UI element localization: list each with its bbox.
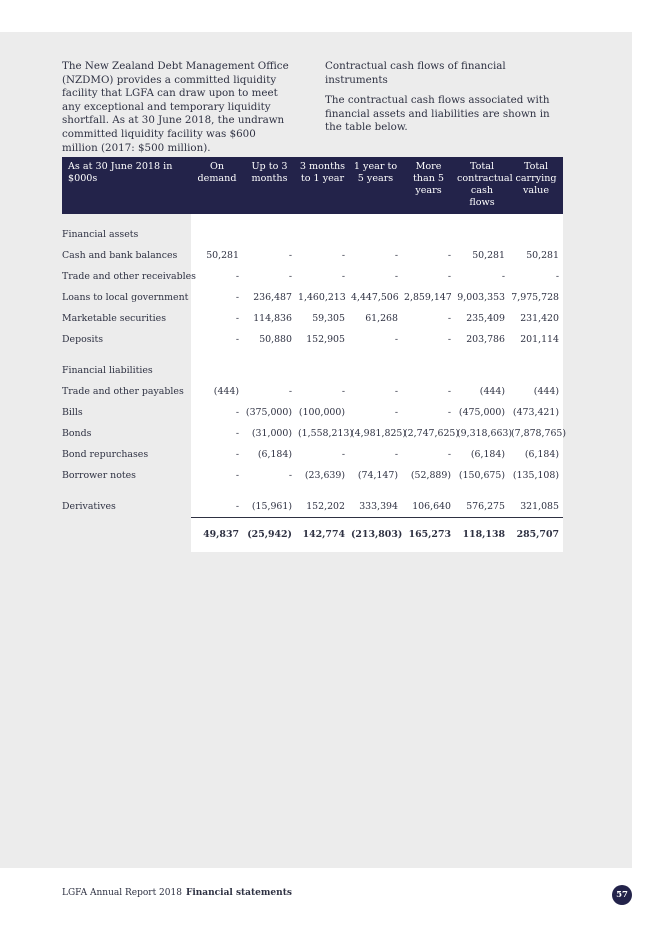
header-more-than-5-years: More than 5 years (402, 157, 455, 214)
cell: (2,747,625) (404, 428, 460, 439)
cell: - (447, 449, 451, 460)
cell: - (341, 271, 345, 282)
cell: 1,460,213 (298, 292, 346, 303)
page-footer (62, 888, 292, 898)
table-row (62, 329, 563, 350)
header-up-to-3-months: Up to 3 months (243, 157, 296, 214)
cell: 59,305 (312, 313, 345, 324)
cell: 106,640 (412, 501, 451, 512)
cell: (100,000) (298, 407, 345, 418)
cell: - (235, 470, 239, 481)
cell: (9,318,663) (457, 428, 513, 439)
total-cell: (213,803) (349, 518, 402, 548)
cell: (475,000) (458, 407, 505, 418)
cell: (74,147) (357, 470, 398, 481)
cell: 231,420 (520, 313, 559, 324)
cell: - (288, 271, 292, 282)
cell: (52,889) (410, 470, 451, 481)
cell: (15,961) (251, 501, 292, 512)
row-label: Derivatives (62, 501, 116, 513)
row-label: Trade and other receivables (62, 271, 196, 282)
cell: - (341, 386, 345, 397)
total-cell: 118,138 (455, 518, 509, 548)
cell: (444) (213, 386, 239, 397)
cell: - (447, 334, 451, 345)
cell: - (235, 428, 239, 439)
cell: - (235, 313, 239, 324)
cell: - (447, 386, 451, 397)
cell: 50,281 (526, 250, 559, 261)
cell: 236,487 (253, 292, 292, 303)
intro-paragraph-block (62, 60, 294, 155)
cell: - (394, 334, 398, 345)
cell: - (555, 271, 559, 282)
cell: - (394, 449, 398, 460)
table-row (62, 308, 563, 329)
totals-row (62, 518, 563, 548)
table-row (62, 465, 563, 486)
cell: (473,421) (512, 407, 559, 418)
cell: 4,447,506 (351, 292, 399, 303)
header-total-contractual-cash-flows: Total contractual cash flows (455, 157, 509, 214)
cell: (135,108) (512, 470, 559, 481)
header-total-carrying-value: Total carrying value (509, 157, 563, 214)
table-header-row (62, 157, 563, 214)
cell: (444) (533, 386, 559, 397)
row-label: Loans to local government (62, 292, 189, 303)
footer-report-title: LGFA Annual Report 2018 (62, 888, 182, 898)
cell: - (235, 334, 239, 345)
total-cell: 142,774 (296, 518, 349, 548)
cell: 152,905 (306, 334, 345, 345)
cell: - (447, 250, 451, 261)
cell: (6,184) (524, 449, 559, 460)
row-label: Deposits (62, 334, 104, 345)
table-row (62, 444, 563, 465)
section-heading-row (62, 350, 563, 381)
cell: - (394, 271, 398, 282)
cell: (31,000) (251, 428, 292, 439)
page-top-margin (0, 0, 632, 32)
table-row (62, 287, 563, 308)
contractual-cash-flows-block (325, 60, 565, 135)
cell: - (235, 292, 239, 303)
table-row (62, 423, 563, 444)
row-label: Marketable securities (62, 313, 167, 324)
cell: (6,184) (470, 449, 505, 460)
cell: 9,003,353 (457, 292, 505, 303)
cell: (1,558,213) (298, 428, 354, 439)
cell: - (235, 407, 239, 418)
cell: 61,268 (365, 313, 398, 324)
cell: (7,878,765) (511, 428, 567, 439)
row-label: Trade and other payables (62, 386, 184, 397)
cell: - (235, 449, 239, 460)
cell: (375,000) (245, 407, 292, 418)
cell: 235,409 (466, 313, 505, 324)
header-1-year-to-5-years: 1 year to 5 years (349, 157, 402, 214)
page-right-margin (632, 0, 656, 929)
total-cell: 165,273 (402, 518, 455, 548)
section-heading-row (62, 214, 563, 245)
page-number-badge: 57 (612, 885, 632, 905)
total-cell: 285,707 (509, 518, 563, 548)
financial-assets-heading: Financial assets (62, 229, 139, 240)
cell: 321,085 (520, 501, 559, 512)
total-cell: 49,837 (191, 518, 243, 548)
cell: (6,184) (257, 449, 292, 460)
row-label: Bills (62, 407, 83, 418)
cell: (444) (479, 386, 505, 397)
table-row (62, 402, 563, 423)
cell: - (501, 271, 505, 282)
cell: - (235, 271, 239, 282)
row-label: Bonds (62, 428, 92, 439)
cell: - (288, 386, 292, 397)
contractual-cash-flows-table (62, 157, 567, 547)
cell: 2,859,147 (404, 292, 452, 303)
cell: - (288, 250, 292, 261)
row-label: Cash and bank balances (62, 250, 178, 261)
footer-section-title: Financial statements (185, 888, 292, 898)
header-3-months-to-1-year: 3 months to 1 year (296, 157, 349, 214)
liquidity-facility-paragraph: The New Zealand Debt Management Office (NZDMO) provides a committed liquidity facility that LGFA can draw upon to meet any exceptional and temporary liquidity shortfall. As at 30 June 2018, the undrawn committed liquidity facility was $600 million (2017: $500 million). (62, 60, 289, 154)
header-period-label: As at 30 June 2018 in $000s (62, 157, 191, 214)
row-label: Borrower notes (62, 470, 136, 481)
cell: 50,281 (206, 250, 239, 261)
cell: 201,114 (520, 334, 559, 345)
derivatives-row (62, 486, 563, 518)
table-row (62, 381, 563, 402)
cell: - (447, 271, 451, 282)
cell: (150,675) (458, 470, 505, 481)
cell: - (341, 449, 345, 460)
cell: 576,275 (466, 501, 505, 512)
cell: 152,202 (306, 501, 345, 512)
cell: 7,975,728 (511, 292, 559, 303)
table-row (62, 245, 563, 266)
cell: - (341, 250, 345, 261)
total-cell: (25,942) (243, 518, 296, 548)
header-on-demand: On demand (191, 157, 243, 214)
contractual-cash-flows-heading: Contractual cash flows of financial instruments (325, 60, 506, 86)
table-row (62, 266, 563, 287)
cell: 50,880 (259, 334, 292, 345)
cell: - (235, 501, 239, 512)
cell: - (394, 250, 398, 261)
cell: 333,394 (359, 501, 398, 512)
cell: - (447, 407, 451, 418)
row-label: Bond repurchases (62, 449, 149, 460)
cell: (23,639) (304, 470, 345, 481)
cell: - (394, 386, 398, 397)
cell: - (288, 470, 292, 481)
cell: 203,786 (466, 334, 505, 345)
cell: (4,981,825) (351, 428, 407, 439)
totals-label-cell (62, 518, 191, 548)
contractual-cash-flows-text: The contractual cash flows associated with financial assets and liabilities are shown in the table below. (325, 94, 550, 134)
cell: 114,836 (253, 313, 292, 324)
cell: - (447, 313, 451, 324)
cell: - (394, 407, 398, 418)
cell: 50,281 (472, 250, 505, 261)
financial-liabilities-heading: Financial liabilities (62, 365, 153, 376)
